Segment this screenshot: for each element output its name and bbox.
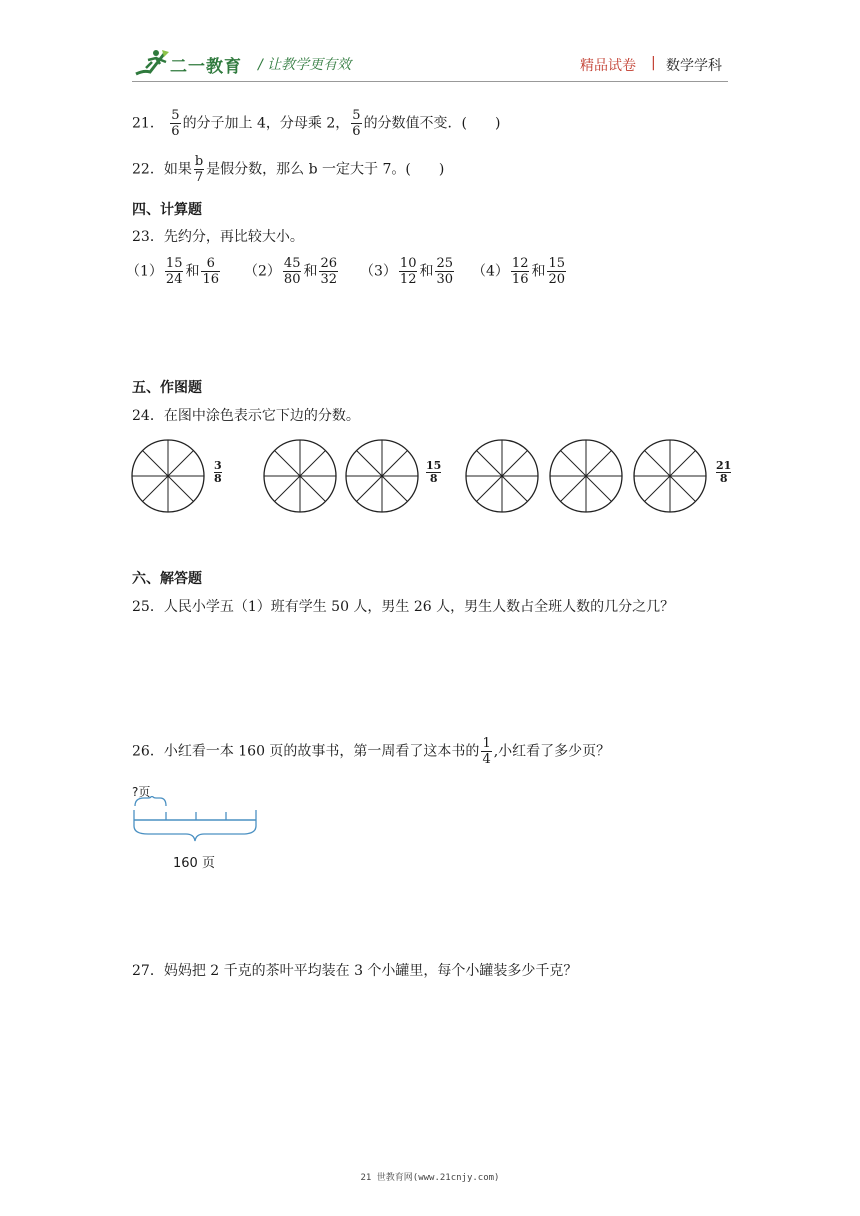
question-23: 23．先约分，再比较大小。 <box>132 229 304 245</box>
bottom-brace <box>134 826 256 841</box>
fraction <box>165 256 184 287</box>
fraction-denominator: 6 <box>352 124 361 139</box>
fraction-denominator: 20 <box>548 272 566 287</box>
question-text: ,小红看了多少页？ <box>493 743 611 760</box>
divided-circle[interactable] <box>466 440 538 512</box>
fraction-numerator: 15 <box>426 459 442 472</box>
header-separator: | <box>651 55 656 71</box>
and-word: 和 <box>531 263 546 280</box>
fraction <box>351 108 361 139</box>
section-heading-calculation: 四、计算题 <box>132 202 202 218</box>
fraction-denominator: 8 <box>214 472 222 485</box>
target-fraction <box>716 460 731 485</box>
fraction-numerator: 5 <box>171 108 180 123</box>
divided-circle[interactable] <box>346 440 418 512</box>
diagram-bottom-label: 160 页 <box>173 856 215 871</box>
fraction-denominator: 16 <box>202 272 220 287</box>
and-word: 和 <box>185 263 200 280</box>
section-heading-answers: 六、解答题 <box>132 571 202 587</box>
question-text: 的分子加上 4，分母乘 2， <box>182 115 350 132</box>
target-fraction <box>214 460 222 485</box>
question-text: 是假分数，那么 b 一定大于 7。( ) <box>206 161 445 178</box>
fraction <box>283 256 302 287</box>
and-word: 和 <box>419 263 434 280</box>
fraction-denominator: 32 <box>320 272 338 287</box>
item-label: （4） <box>472 263 509 280</box>
fraction-denominator: 6 <box>171 124 180 139</box>
fraction-numerator: 15 <box>165 256 183 271</box>
fraction <box>201 256 220 287</box>
fraction <box>481 736 491 767</box>
fraction-numerator: 3 <box>214 459 222 472</box>
fraction-denominator: 30 <box>436 272 454 287</box>
page-footer: 21 世教育网(www.21cnjy.com) <box>360 1173 500 1183</box>
fraction <box>399 256 418 287</box>
fraction-numerator: 45 <box>283 256 301 271</box>
fraction-numerator: 15 <box>548 256 566 271</box>
question-27: 27．妈妈把 2 千克的茶叶平均装在 3 个小罐里，每个小罐装多少千克？ <box>132 963 578 979</box>
fraction-numerator: 21 <box>716 459 732 472</box>
question-text: 的分数值不变．( ) <box>363 115 501 132</box>
fraction-denominator: 16 <box>511 272 529 287</box>
fraction <box>194 154 204 185</box>
fraction-numerator: 12 <box>511 256 529 271</box>
divided-circle[interactable] <box>264 440 336 512</box>
question-25: 25．人民小学五（1）班有学生 50 人，男生 26 人，男生人数占全班人数的几分之几？ <box>132 599 675 615</box>
item-label: （3） <box>360 263 397 280</box>
fraction-numerator: 26 <box>320 256 338 271</box>
question-22 <box>132 154 444 185</box>
top-brace <box>135 796 166 806</box>
fraction <box>319 256 338 287</box>
question-23-item-2 <box>244 256 340 287</box>
question-text: 26．小红看一本 160 页的故事书，第一周看了这本书的 <box>132 743 480 760</box>
divided-circle[interactable] <box>132 440 204 512</box>
fraction-numerator: 10 <box>399 256 417 271</box>
question-24: 24．在图中涂色表示它下边的分数。 <box>132 408 360 424</box>
fraction-denominator: 8 <box>426 472 441 485</box>
logo-text: 二一教育 <box>170 57 242 77</box>
section-heading-drawing: 五、作图题 <box>132 380 202 396</box>
divided-circle[interactable] <box>634 440 706 512</box>
fraction <box>511 256 530 287</box>
diagram-top-label: ?页 <box>132 785 151 799</box>
slogan: / 让教学更有效 <box>258 57 352 73</box>
question-23-item-4 <box>472 256 568 287</box>
question-number: 22． <box>132 161 164 178</box>
fraction-denominator: 12 <box>399 272 417 287</box>
segment-diagram <box>128 796 268 846</box>
fraction-numerator: 25 <box>436 256 454 271</box>
question-26 <box>132 736 610 767</box>
header-divider <box>132 81 728 82</box>
question-text: 如果 <box>163 161 192 178</box>
runner-logo-icon <box>134 48 170 78</box>
fraction-denominator: 7 <box>194 170 204 185</box>
fraction-numerator: b <box>194 154 204 169</box>
header-label-left: 精品试卷 <box>580 58 636 74</box>
fraction-numerator: 5 <box>352 108 361 123</box>
question-21 <box>132 108 501 139</box>
fraction <box>170 108 180 139</box>
question-number: 21． <box>132 115 164 132</box>
fraction-denominator: 24 <box>165 272 183 287</box>
fraction-numerator: 1 <box>482 736 491 751</box>
and-word: 和 <box>303 263 318 280</box>
fraction-denominator: 8 <box>716 472 731 485</box>
target-fraction <box>426 460 441 485</box>
item-label: （2） <box>244 263 281 280</box>
item-label: （1） <box>126 263 163 280</box>
header-label-right: 数学学科 <box>666 58 722 74</box>
question-23-item-3 <box>360 256 456 287</box>
fraction <box>435 256 454 287</box>
question-23-item-1 <box>126 256 222 287</box>
divided-circle[interactable] <box>550 440 622 512</box>
fraction-numerator: 6 <box>206 256 215 271</box>
fraction <box>547 256 566 287</box>
fraction-denominator: 80 <box>283 272 301 287</box>
fraction-denominator: 4 <box>482 752 491 767</box>
